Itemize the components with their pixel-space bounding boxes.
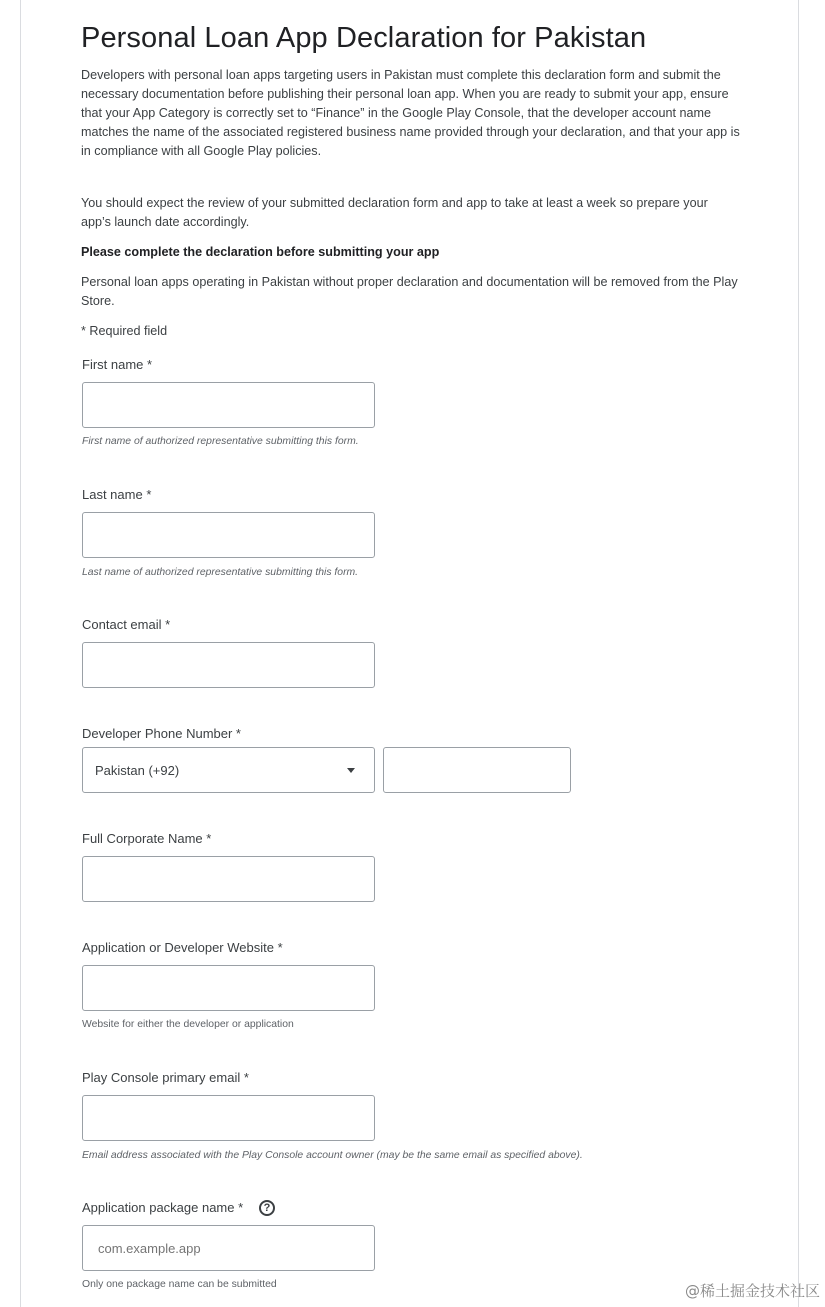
package-name-label: Application package name * [82, 1200, 244, 1215]
complete-note: Please complete the declaration before submitting your app [81, 245, 440, 259]
package-name-input[interactable] [82, 1225, 375, 1271]
website-label: Application or Developer Website * [82, 940, 283, 955]
last-name-label: Last name * [82, 487, 152, 502]
intro-text: Developers with personal loan apps targeting users in Pakistan must complete this declaration form and submit the necessary documentation before publishing their personal loan app. When you are ready to submit your app, ensure that your App Category is correctly set to “Finance” in the Google Play Console, that the developer account name matches the name of the associated registered business name provided through your declaration, and that your app is in compliance with all Google Play policies. [81, 68, 740, 158]
contact-email-input[interactable] [82, 642, 375, 688]
page-title: Personal Loan App Declaration for Pakistan [81, 22, 647, 54]
corporate-name-label: Full Corporate Name * [82, 831, 212, 846]
last-name-input[interactable] [82, 512, 375, 558]
country-code-value: Pakistan (+92) [95, 762, 180, 778]
country-code-select[interactable] [82, 747, 375, 793]
console-email-input[interactable] [82, 1095, 375, 1141]
corporate-name-input[interactable] [82, 856, 375, 902]
console-email-label: Play Console primary email * [82, 1070, 249, 1085]
last-name-hint: Last name of authorized representative submitting this form. [82, 567, 359, 578]
watermark: @稀土掘金技术社区 [684, 1282, 820, 1300]
package-name-hint: Only one package name can be submitted [82, 1279, 277, 1290]
removal-note: Personal loan apps operating in Pakistan without proper declaration and documentation will be removed from the Play Store. [81, 275, 738, 308]
phone-number-input[interactable] [383, 747, 571, 793]
help-icon[interactable]: ? [259, 1200, 275, 1216]
console-email-hint: Email address associated with the Play Console account owner (may be the same email as specified above). [82, 1150, 583, 1161]
website-hint: Website for either the developer or application [82, 1019, 294, 1030]
first-name-label: First name * [82, 357, 153, 372]
contact-email-label: Contact email * [82, 617, 171, 632]
first-name-hint: First name of authorized representative submitting this form. [82, 436, 359, 447]
phone-label: Developer Phone Number * [82, 726, 241, 741]
dropdown-arrow-icon [347, 768, 355, 773]
website-input[interactable] [82, 965, 375, 1011]
required-note: * Required field [81, 324, 168, 338]
first-name-input[interactable] [82, 382, 375, 428]
review-note: You should expect the review of your submitted declaration form and app to take at least a week so prepare your app’s launch date accordingly. [81, 196, 708, 229]
